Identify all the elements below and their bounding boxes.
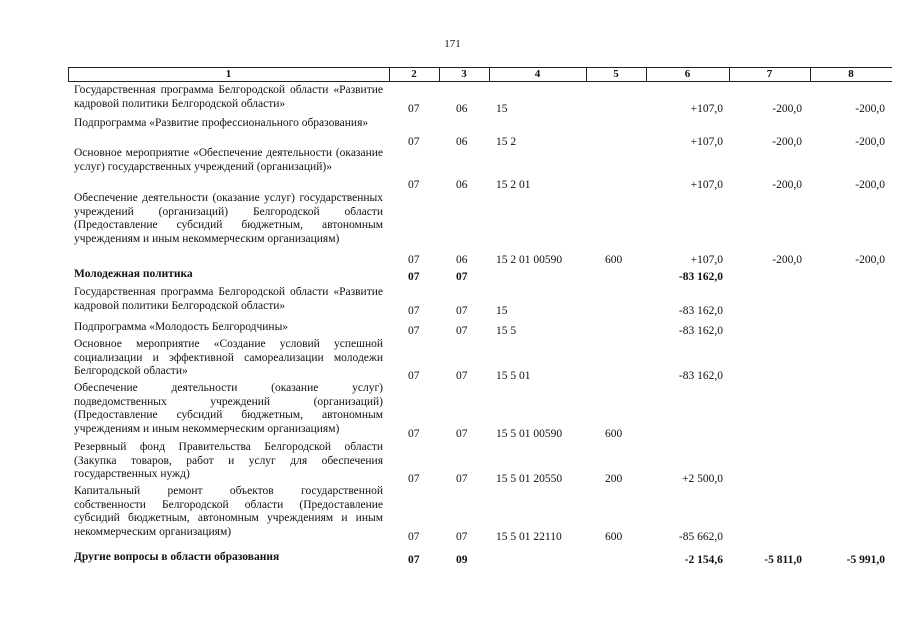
cell-amount-col8: -200,0 [855,254,885,266]
cell-amount-col8: -200,0 [855,103,885,115]
cell-section: 07 [408,179,420,191]
cell-target-article: 15 2 01 00590 [496,254,563,266]
cell-amount-col6: +107,0 [690,136,723,148]
cell-amount-col8: -200,0 [855,179,885,191]
table-row [0,441,905,486]
cell-subsection: 07 [456,271,468,283]
cell-subsection: 07 [456,531,468,543]
cell-section: 07 [408,531,420,543]
row-description: Подпрограмма «Развитие профессионального образования» [74,117,369,129]
cell-amount-col6: -83 162,0 [678,271,723,283]
cell-amount-col6: +107,0 [690,179,723,191]
cell-target-article: 15 2 01 [496,179,531,191]
table-row [0,485,905,544]
cell-target-article: 15 5 01 22110 [496,531,562,543]
cell-target-article: 15 [496,305,508,317]
cell-target-article: 15 5 01 [496,370,531,382]
cell-amount-col7: -200,0 [772,136,802,148]
table-row [0,286,905,318]
table-row [0,192,905,267]
row-description: Государственная программа Белгородской области «Развитие кадровой политики Белгородской области» [74,84,383,110]
row-description: Капитальный ремонт объектов государственной собственности Белгородской области (Предоставление субсидий бюджетным, автономным учреждениям и иным некоммерческим организациям) [74,485,383,538]
cell-target-article: 15 5 01 00590 [496,428,563,440]
cell-section: 07 [408,271,420,283]
row-description: Основное мероприятие «Создание условий успешной социализации и эффективной самореализации молодежи Белгородской области» [74,338,383,378]
cell-subsection: 07 [456,325,468,337]
table-row-section [0,551,905,567]
table-row [0,117,905,149]
cell-expense-type: 600 [605,254,623,266]
column-header-8: 8 [848,68,854,80]
cell-expense-type: 600 [605,531,623,543]
cell-amount-col6: -83 162,0 [678,305,723,317]
cell-section: 07 [408,325,420,337]
cell-amount-col6: -83 162,0 [678,370,723,382]
cell-section: 07 [408,473,420,485]
cell-amount-col7: -200,0 [772,103,802,115]
cell-target-article: 15 [496,103,508,115]
cell-section: 07 [408,554,420,566]
table-row [0,338,905,383]
cell-amount-col7: -5 811,0 [764,554,802,566]
column-header-4: 4 [534,68,541,80]
cell-section: 07 [408,254,420,266]
cell-subsection: 06 [456,136,468,148]
cell-subsection: 07 [456,305,468,317]
table-row [0,321,905,338]
row-description: Молодежная политика [74,268,193,280]
cell-subsection: 06 [456,179,468,191]
cell-section: 07 [408,428,420,440]
cell-expense-type: 600 [605,428,623,440]
column-header-6: 6 [684,68,691,80]
cell-amount-col6: +107,0 [690,254,723,266]
cell-amount-col6: -83 162,0 [678,325,723,337]
column-header-7: 7 [766,68,773,80]
column-header-5: 5 [613,68,619,80]
row-description: Обеспечение деятельности (оказание услуг) подведомственных учреждений (организаций) (Предоставление субсидий бюджетным, автономным учреждениям и иным некоммерческим организациям) [74,382,383,435]
cell-amount-col8: -200,0 [855,136,885,148]
cell-amount-col7: -200,0 [772,179,802,191]
cell-subsection: 09 [456,554,468,566]
table-row [0,147,905,192]
table-row [0,84,905,116]
cell-section: 07 [408,136,420,148]
row-description: Государственная программа Белгородской области «Развитие кадровой политики Белгородской области» [74,286,383,312]
row-description: Подпрограмма «Молодость Белгородчины» [74,321,289,333]
table-row-section [0,268,905,284]
cell-section: 07 [408,370,420,382]
cell-subsection: 07 [456,428,468,440]
column-header-2: 2 [411,68,417,80]
cell-amount-col7: -200,0 [772,254,802,266]
table-row [0,382,905,441]
cell-target-article: 15 5 [496,325,517,337]
cell-subsection: 07 [456,370,468,382]
row-description: Другие вопросы в области образования [74,551,280,563]
table-header-bottom-border [68,81,892,82]
row-description: Обеспечение деятельности (оказание услуг) государственных учреждений (организаций) Белгородской области (Предоставление субсидий бюджетным, автономным учреждениям и иным некоммерческим организациям) [74,192,383,245]
row-description: Основное мероприятие «Обеспечение деятельности (оказание услуг) государственных учреждений (организаций)» [74,147,383,173]
row-description: Резервный фонд Правительства Белгородской области (Закупка товаров, работ и услуг для обеспечения государственных нужд) [74,441,383,481]
cell-subsection: 07 [456,473,468,485]
page-number: 171 [444,38,461,50]
cell-section: 07 [408,103,420,115]
cell-section: 07 [408,305,420,317]
column-header-1: 1 [225,68,232,80]
cell-amount-col6: -2 154,6 [684,554,723,566]
cell-amount-col6: +107,0 [690,103,723,115]
cell-amount-col6: -85 662,0 [678,531,723,543]
cell-subsection: 06 [456,254,468,266]
cell-subsection: 06 [456,103,468,115]
cell-target-article: 15 5 01 20550 [496,473,563,485]
cell-amount-col6: +2 500,0 [682,473,723,485]
column-header-3: 3 [461,68,467,80]
cell-expense-type: 200 [605,473,623,485]
cell-target-article: 15 2 [496,136,517,148]
cell-amount-col8: -5 991,0 [846,554,885,566]
